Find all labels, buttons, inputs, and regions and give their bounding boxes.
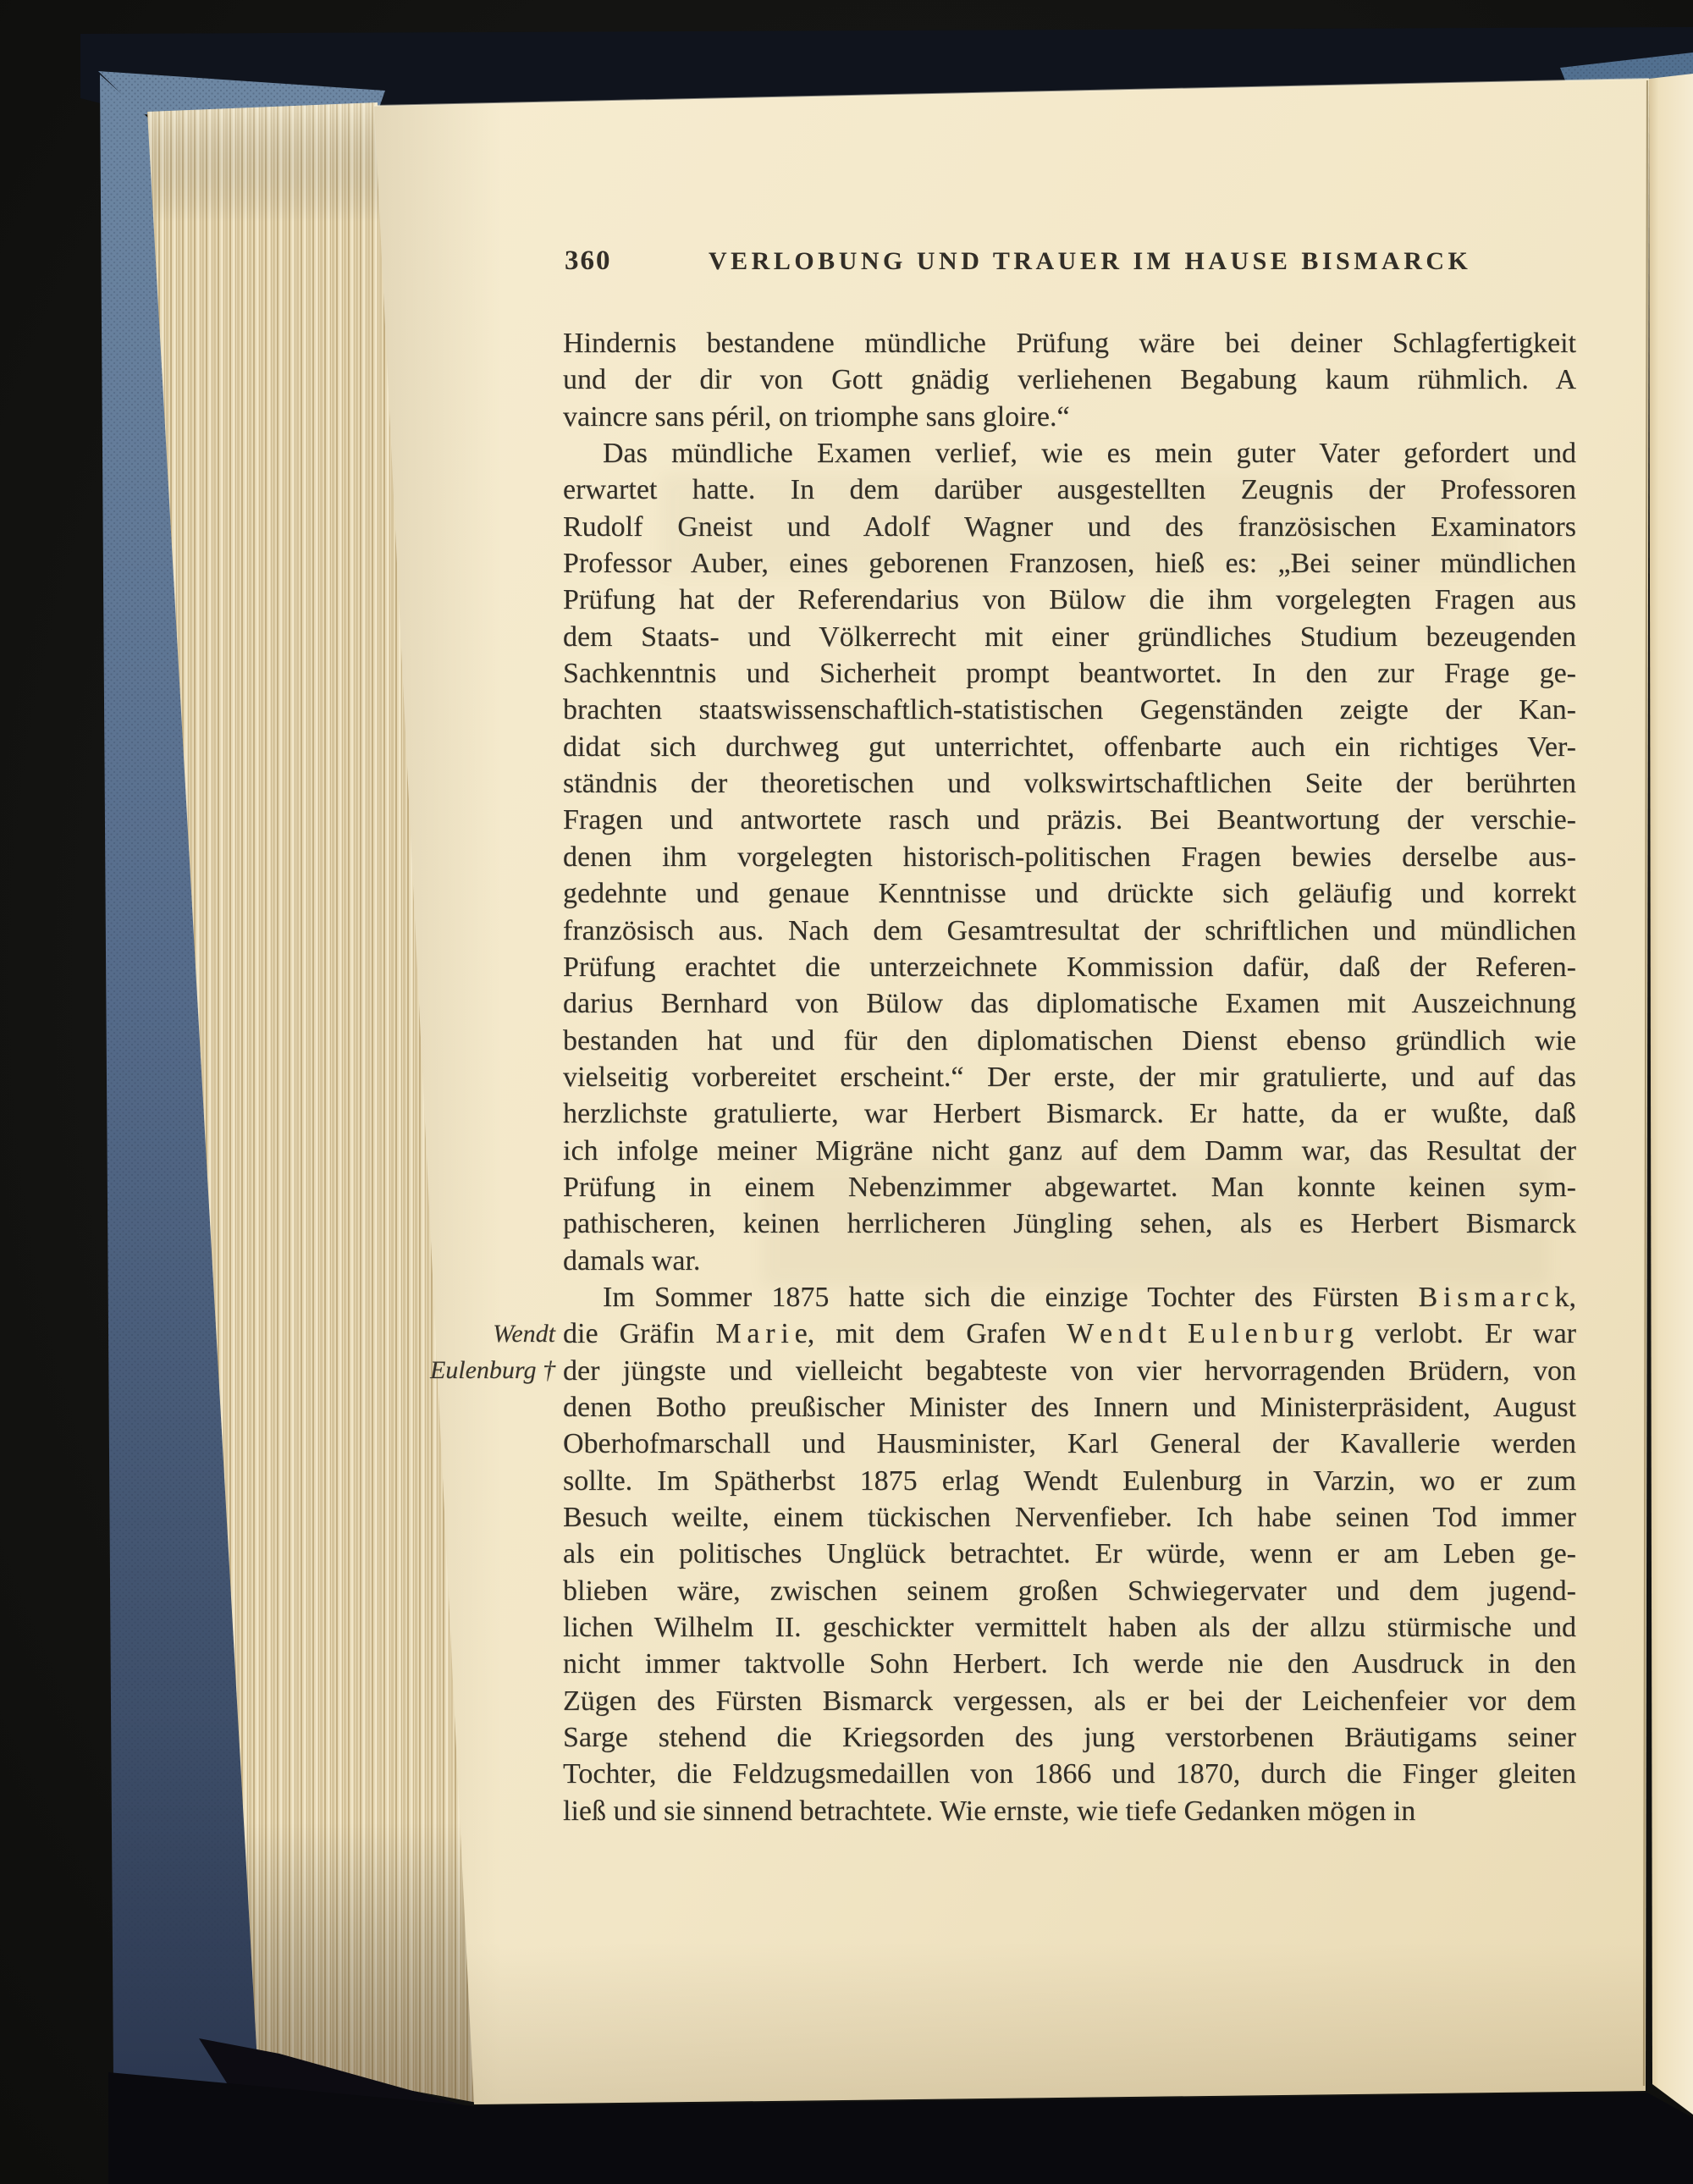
text-line: nicht immer taktvolle Sohn Herbert. Ich werde nie den Ausdruck in den (563, 1648, 1576, 1680)
text-line: damals war. (563, 1244, 701, 1277)
text-line: Rudolf Gneist und Adolf Wagner und des französischen Examinators (563, 510, 1576, 543)
text-line: Im Sommer 1875 hatte sich die einzige Tochter des Fürsten B i s m a r c k, (603, 1281, 1576, 1313)
text-line: Fragen und antwortete rasch und präzis. Bei Beantwortung der verschie- (563, 804, 1576, 836)
text-line: bestanden hat und für den diplomatischen Dienst ebenso gründlich wie (563, 1024, 1576, 1056)
text-line: französisch aus. Nach dem Gesamtresultat der schriftlichen und mündlichen (563, 914, 1576, 946)
text-line: Professor Auber, eines geborenen Franzosen, hieß es: „Bei seiner mündlichen (563, 548, 1576, 580)
running-header (563, 245, 1576, 282)
text-line: und der dir von Gott gnädig verliehenen Begabung kaum rühmlich. A (563, 364, 1576, 396)
text-line: Sachkenntnis und Sicherheit prompt beantwortet. In den zur Frage ge- (563, 658, 1576, 690)
margin-note-line-2: Eulenburg † (429, 1356, 555, 1385)
text-line: vaincre sans péril, on triomphe sans gloire.“ (563, 400, 1070, 433)
text-line: herzlichste gratulierte, war Herbert Bismarck. Er hatte, da er wußte, daß (563, 1098, 1576, 1130)
facing-page-gutter (1649, 74, 1693, 2115)
text-line: Hindernis bestandene mündliche Prüfung wäre bei deiner Schlagfertigkeit (563, 328, 1576, 359)
text-line: sollte. Im Spätherbst 1875 erlag Wendt Eulenburg in Varzin, wo er zum (563, 1464, 1576, 1497)
text-line: gedehnte und genaue Kenntnisse und drückte sich geläufig und korrekt (563, 878, 1576, 910)
text-line: Prüfung hat der Referendarius von Bülow die ihm vorgelegten Fragen aus (563, 584, 1576, 616)
text-line: vielseitig vorbereitet erscheint.“ Der erste, der mir gratulierte, und auf das (563, 1061, 1576, 1093)
text-line: brachten staatswissenschaftlich-statistischen Gegenständen zeigte der Kan- (563, 694, 1576, 726)
text-line: darius Bernhard von Bülow das diplomatische Examen mit Auszeichnung (563, 988, 1576, 1020)
text-line: der jüngste und vielleicht begabteste von vier hervorragenden Brüdern, von (563, 1354, 1576, 1387)
margin-note (339, 1315, 555, 1389)
text-line: Besuch weilte, einem tückischen Nervenfieber. Ich habe seinen Tod immer (563, 1502, 1576, 1533)
text-line: ließ und sie sinnend betrachtete. Wie ernste, wie tiefe Gedanken mögen in (563, 1795, 1416, 1827)
text-line: Zügen des Fürsten Bismarck vergessen, als er bei der Leichenfeier vor dem (563, 1685, 1576, 1717)
text-line: Sarge stehend die Kriegsorden des jung verstorbenen Bräutigams seiner (563, 1722, 1576, 1754)
text-line: Tochter, die Feldzugsmedaillen von 1866 und 1870, durch die Finger gleiten (563, 1758, 1576, 1790)
text-line: dem Staats- und Völkerrecht mit einer gründliches Studium bezeugenden (563, 620, 1576, 653)
running-header-title: VERLOBUNG UND TRAUER IM HAUSE BISMARCK (709, 247, 1472, 275)
text-line: lichen Wilhelm II. geschickter vermittelt haben als der allzu stürmische und (563, 1612, 1576, 1644)
page-number: 360 (565, 245, 612, 276)
text-line: als ein politisches Unglück betrachtet. Er würde, wenn er am Leben ge- (563, 1538, 1576, 1570)
text-line: ich infolge meiner Migräne nicht ganz auf dem Damm war, das Resultat der (563, 1134, 1576, 1166)
text-line: die Gräfin M a r i e, mit dem Grafen W e n d t E u l e n b u r g verlobt. Er war (563, 1318, 1576, 1350)
text-line: blieben wäre, zwischen seinem großen Schwiegervater und dem jugend- (563, 1575, 1576, 1607)
text-line: denen ihm vorgelegten historisch-politischen Fragen bewies derselbe aus- (563, 841, 1576, 873)
text-line: Prüfung erachtet die unterzeichnete Kommission dafür, daß der Referen- (563, 951, 1576, 983)
text-line: didat sich durchweg gut unterrichtet, offenbarte auch ein richtiges Ver- (563, 731, 1576, 763)
text-line: Das mündliche Examen verlief, wie es mein guter Vater gefordert und (603, 438, 1576, 470)
text-line: pathischeren, keinen herrlicheren Jüngling sehen, als es Herbert Bismarck (563, 1208, 1576, 1240)
body-text (563, 325, 1576, 1829)
text-line: Oberhofmarschall und Hausminister, Karl General der Kavallerie werden (563, 1428, 1576, 1460)
text-line: erwartet hatte. In dem darüber ausgestellten Zeugnis der Professoren (563, 474, 1576, 506)
margin-note-line-1: Wendt (493, 1320, 555, 1348)
text-line: Prüfung in einem Nebenzimmer abgewartet. Man konnte keinen sym- (563, 1171, 1576, 1203)
text-line: ständnis der theoretischen und volkswirtschaftlichen Seite der berührten (563, 768, 1576, 800)
text-line: denen Botho preußischer Minister des Innern und Ministerpräsident, August (563, 1391, 1576, 1423)
